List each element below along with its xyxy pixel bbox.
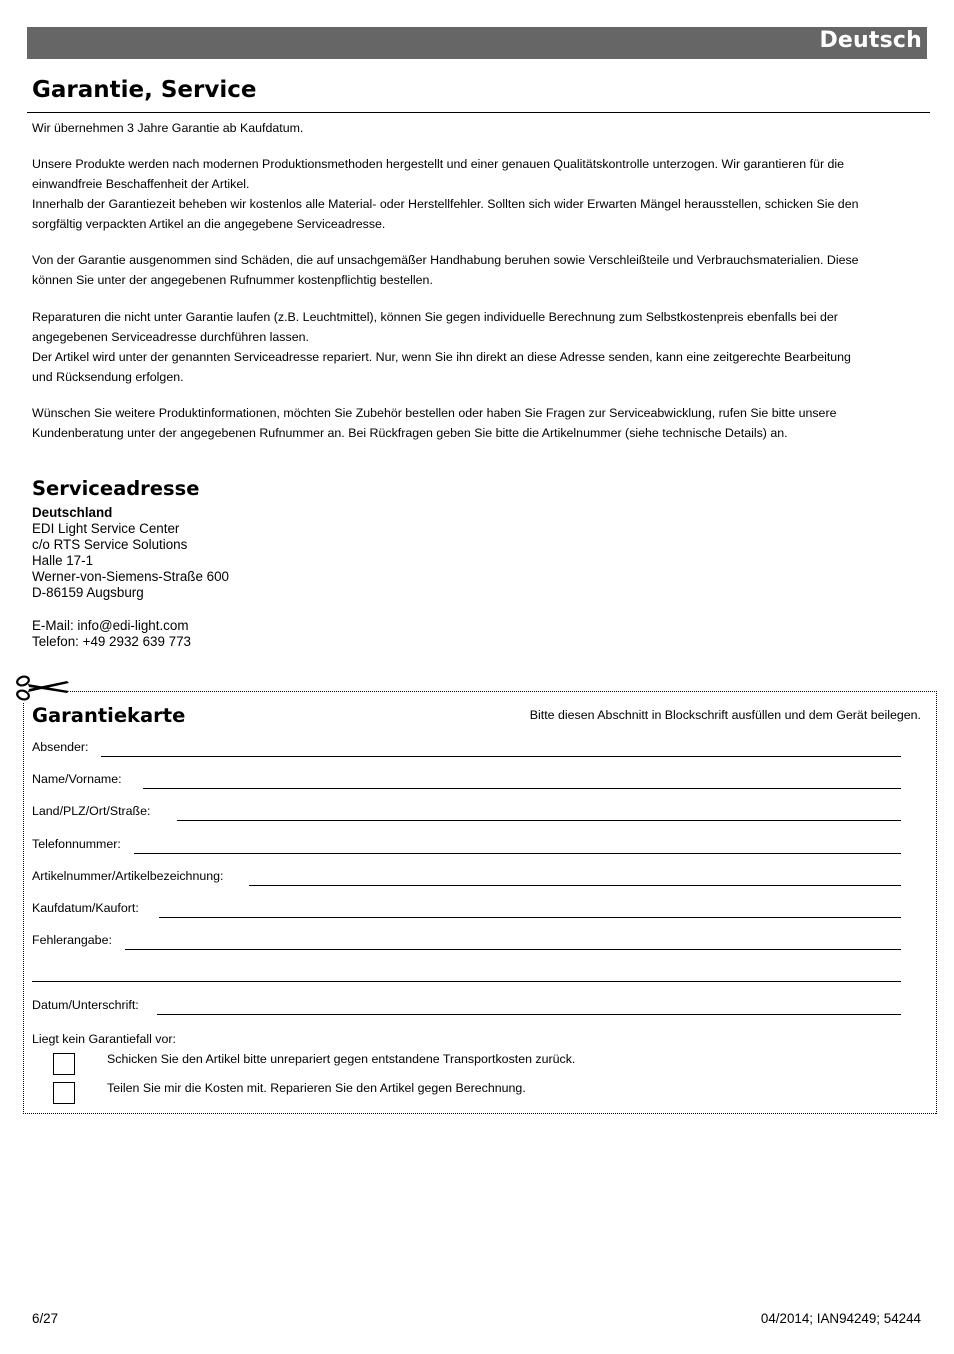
signature-label: Datum/Unterschrift:	[32, 998, 139, 1012]
guarantee-paragraph-5	[32, 403, 922, 443]
text-line: Wir übernehmen 3 Jahre Garantie ab Kaufdatum.	[32, 121, 304, 135]
language-bar	[27, 27, 927, 59]
purchase-label: Kaufdatum/Kaufort:	[32, 901, 139, 915]
address-line: EDI Light Service Center	[32, 521, 180, 536]
text-line: Kundenberatung unter der angegebenen Rufnummer an. Bei Rückfragen geben Sie bitte die Artikelnummer (siehe technische Details) an.	[32, 426, 788, 440]
sender-field[interactable]	[101, 756, 901, 757]
name-label: Name/Vorname:	[32, 772, 122, 786]
fault-field[interactable]	[125, 949, 901, 950]
purchase-field[interactable]	[159, 917, 901, 918]
service-phone: Telefon: +49 2932 639 773	[32, 634, 191, 649]
text-line: einwandfreie Beschaffenheit der Artikel.	[32, 177, 250, 191]
address-line: D-86159 Augsburg	[32, 585, 144, 600]
service-country: Deutschland	[32, 505, 113, 520]
text-line: Wünschen Sie weitere Produktinformationen, möchten Sie Zubehör bestellen oder haben Sie Fragen zur Serviceabwicklung, rufen Sie bitte unsere	[32, 406, 837, 420]
article-label: Artikelnummer/Artikelbezeichnung:	[32, 869, 224, 883]
return-unrepaired-label: Schicken Sie den Artikel bitte unrepariert gegen entstandene Transportkosten zurück.	[107, 1052, 576, 1066]
document-reference: 04/2014; IAN94249; 54244	[760, 1311, 921, 1326]
address-line: c/o RTS Service Solutions	[32, 537, 188, 552]
signature-field[interactable]	[157, 1014, 901, 1015]
text-line: angegebenen Serviceadresse durchführen lassen.	[32, 330, 309, 344]
service-heading: Serviceadresse	[32, 477, 200, 500]
cut-line-right	[936, 691, 937, 1114]
fault-field-extra-line[interactable]	[32, 981, 901, 982]
text-line: Von der Garantie ausgenommen sind Schäden, die auf unsachgemäßer Handhabung beruhen sowie Verschleißteile und Verbrauchsmaterialien. Diese	[32, 253, 859, 267]
cut-line-top	[70, 691, 937, 692]
guarantee-paragraph-1	[32, 118, 922, 138]
text-line: können Sie unter der angegebenen Rufnummer kostenpflichtig bestellen.	[32, 273, 433, 287]
no-warranty-intro: Liegt kein Garantiefall vor:	[32, 1032, 176, 1046]
repair-with-charge-checkbox[interactable]	[53, 1082, 75, 1104]
warranty-card-title: Garantiekarte	[32, 704, 186, 727]
guarantee-paragraph-2	[32, 154, 922, 234]
page-number: 6/27	[32, 1311, 59, 1326]
address-line: Werner-von-Siemens-Straße 600	[32, 569, 229, 584]
warranty-card-instructions: Bitte diesen Abschnitt in Blockschrift ausfüllen und dem Gerät beilegen.	[529, 708, 921, 722]
guarantee-heading: Garantie, Service	[32, 77, 257, 103]
text-line: Unsere Produkte werden nach modernen Produktionsmethoden hergestellt und einer genauen Qualitätskontrolle unterzogen. Wir garantieren für die	[32, 157, 845, 171]
text-line: Reparaturen die nicht unter Garantie laufen (z.B. Leuchtmittel), können Sie gegen individuelle Berechnung zum Selbstkostenpreis ebenfalls bei der	[32, 310, 838, 324]
repair-with-charge-label: Teilen Sie mir die Kosten mit. Reparieren Sie den Artikel gegen Berechnung.	[107, 1081, 526, 1095]
language-label: Deutsch	[819, 28, 922, 53]
name-field[interactable]	[143, 788, 901, 789]
phone-label: Telefonnummer:	[32, 837, 121, 851]
cut-line-bottom	[23, 1113, 936, 1114]
text-line: und Rücksendung erfolgen.	[32, 370, 184, 384]
text-line: sorgfältig verpackten Artikel an die angegebene Serviceadresse.	[32, 217, 386, 231]
service-contact	[32, 618, 191, 650]
guarantee-paragraph-4	[32, 307, 922, 387]
heading-divider	[27, 112, 930, 113]
service-email: E-Mail: info@edi-light.com	[32, 618, 189, 633]
address-label: Land/PLZ/Ort/Straße:	[32, 804, 151, 818]
address-line: Halle 17-1	[32, 553, 94, 568]
fault-label: Fehlerangabe:	[32, 933, 112, 947]
sender-label: Absender:	[32, 740, 89, 754]
guarantee-paragraph-3	[32, 250, 922, 290]
return-unrepaired-checkbox[interactable]	[53, 1053, 75, 1075]
scissors-icon	[15, 672, 71, 704]
cut-line-left	[23, 703, 24, 1114]
text-line: Innerhalb der Garantiezeit beheben wir kostenlos alle Material- oder Herstellfehler. Sollten sich wider Erwarten Mängel herausstellen, schicken Sie den	[32, 197, 859, 211]
service-address	[32, 505, 229, 601]
address-field[interactable]	[177, 820, 901, 821]
article-field[interactable]	[249, 885, 901, 886]
phone-field[interactable]	[134, 853, 901, 854]
text-line: Der Artikel wird unter der genannten Serviceadresse repariert. Nur, wenn Sie ihn direkt an diese Adresse senden, kann eine zeitgerechte Bearbeitung	[32, 350, 851, 364]
